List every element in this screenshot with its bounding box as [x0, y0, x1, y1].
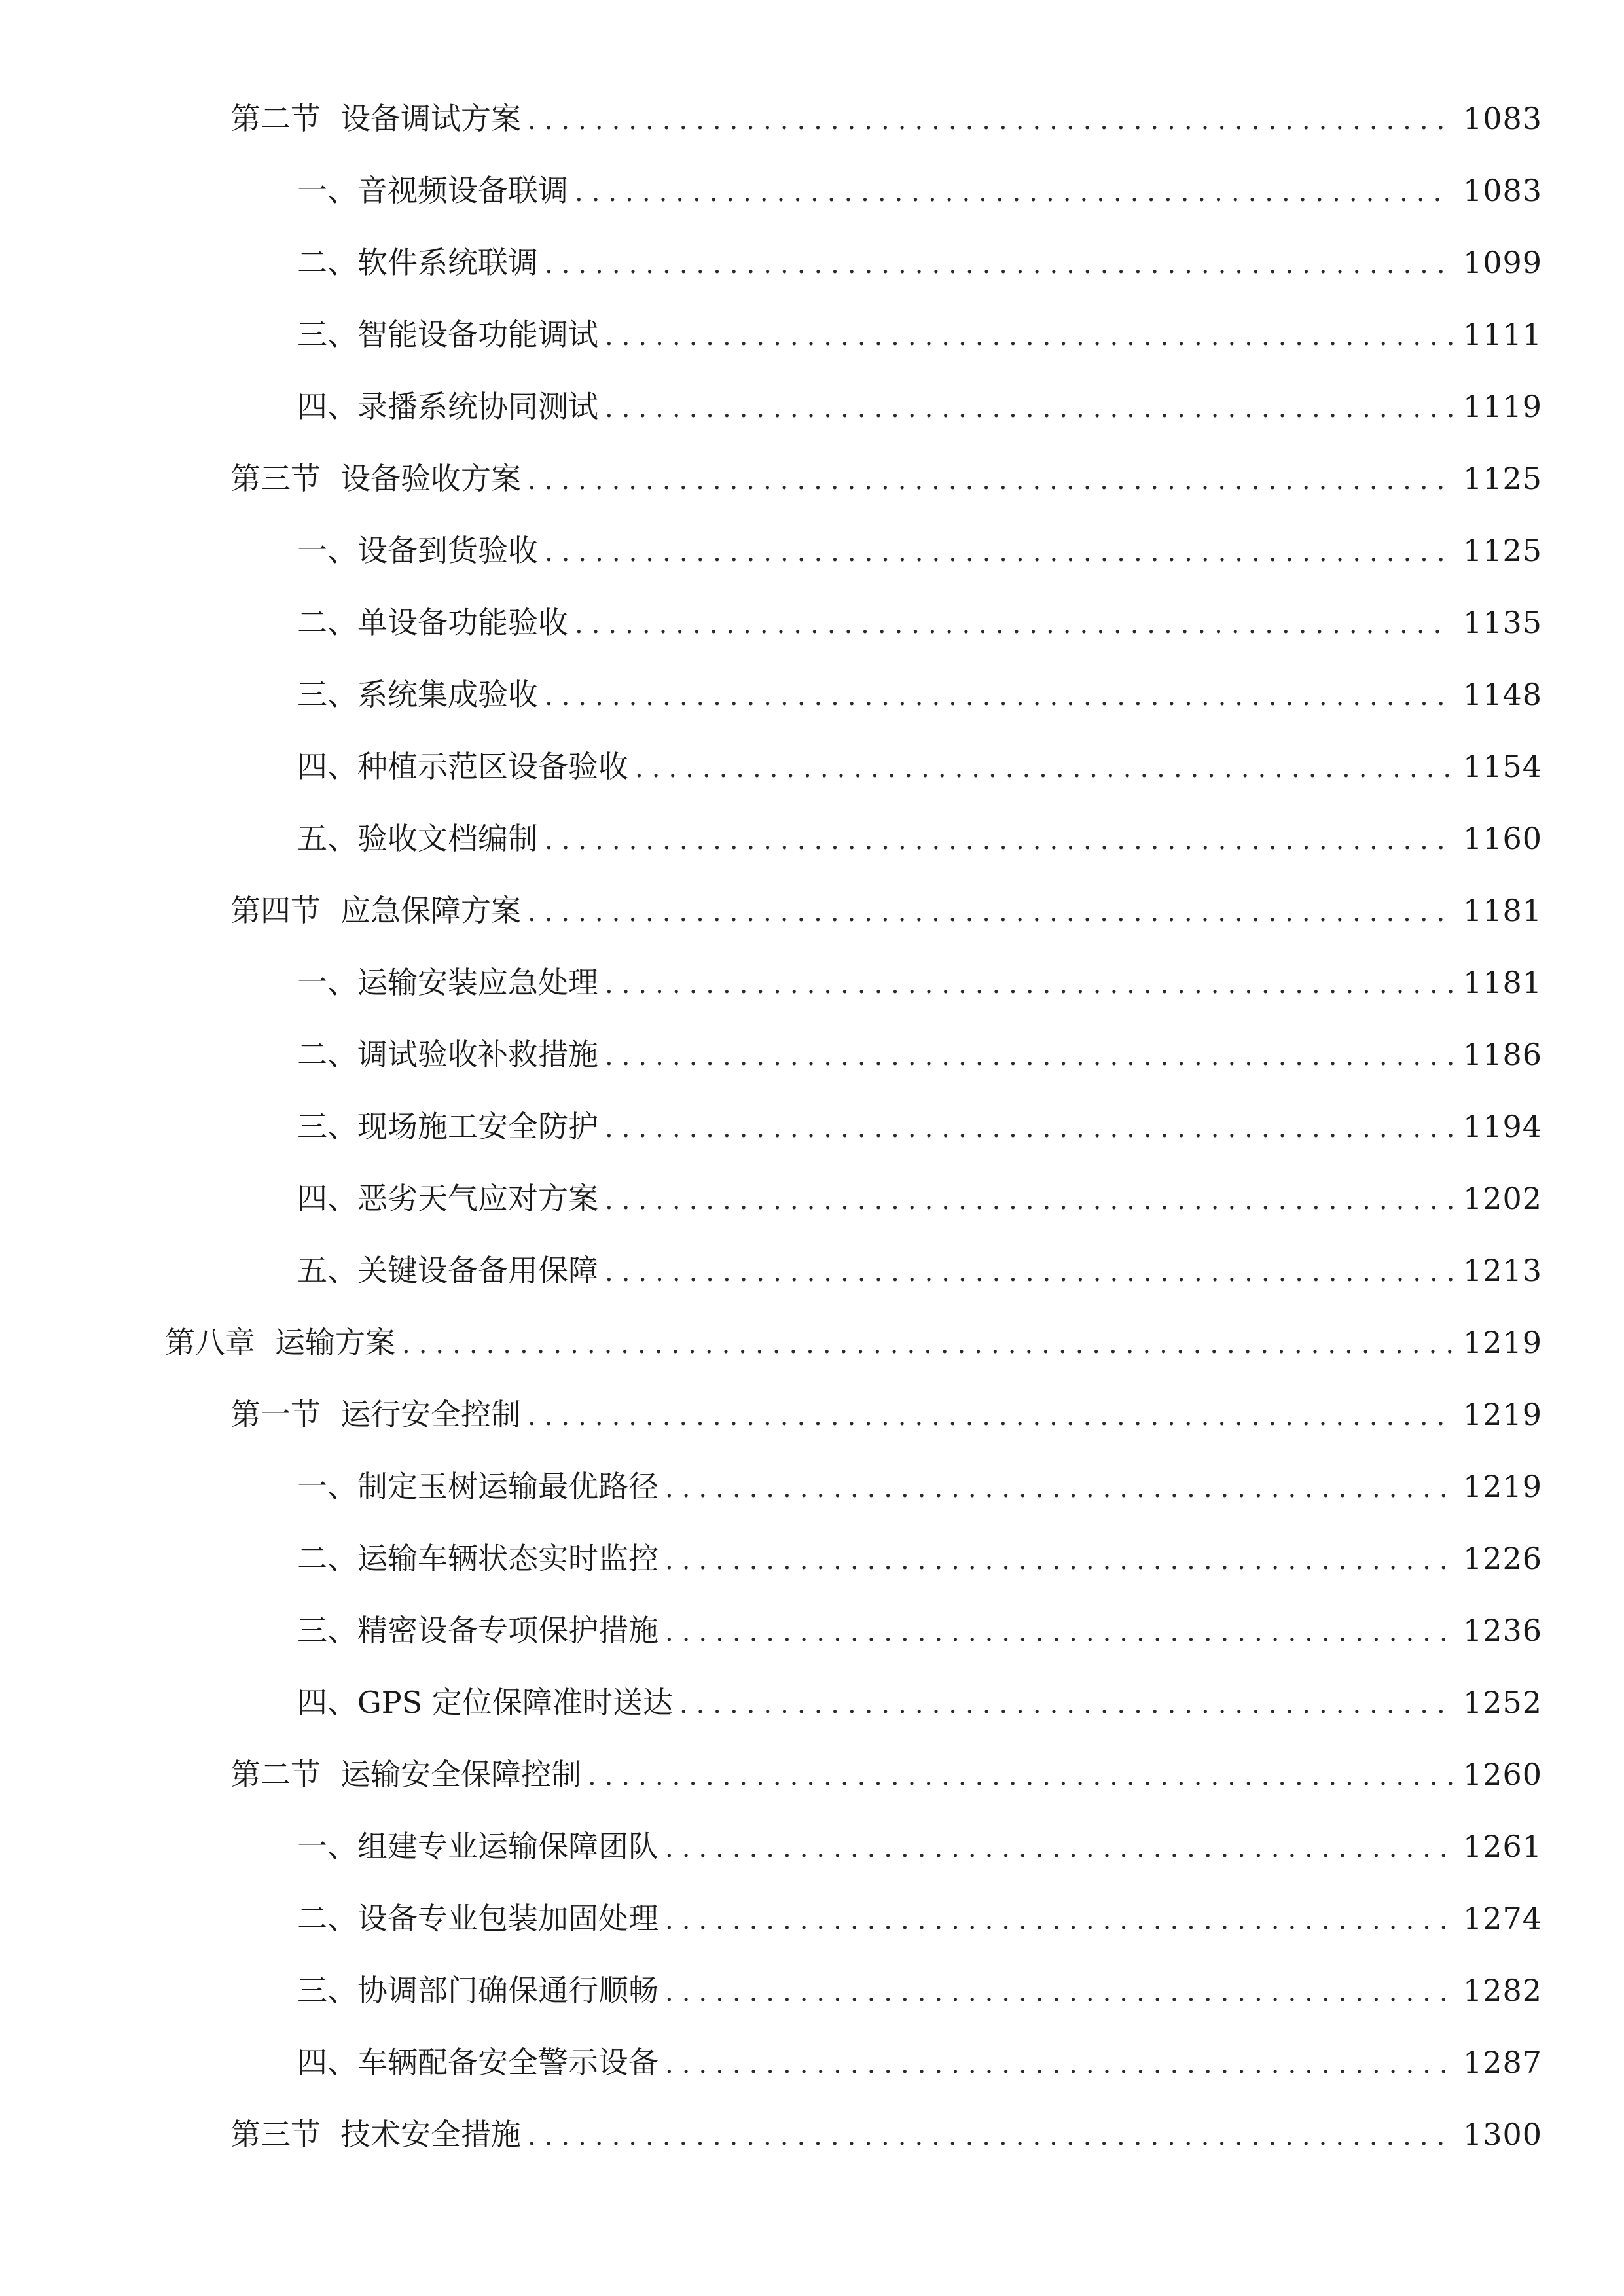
entry-page-number: 1287	[1463, 2045, 1543, 2080]
entry-title: 运输安装应急处理	[357, 965, 598, 1000]
entry-number: 一、	[297, 173, 357, 208]
toc-entry[interactable]	[297, 240, 1543, 285]
entry-number: 第八章	[165, 1325, 255, 1360]
toc-entry[interactable]	[297, 744, 1543, 789]
entry-page-number: 1119	[1463, 389, 1543, 424]
entry-page-number: 1226	[1463, 1541, 1543, 1576]
toc-entry[interactable]	[230, 456, 1543, 501]
dot-leader	[528, 889, 1453, 935]
entry-page-number: 1252	[1463, 1685, 1543, 1720]
dot-leader	[605, 1249, 1453, 1295]
entry-title: 技术安全措施	[340, 2117, 521, 2152]
entry-page-number: 1282	[1463, 1973, 1543, 2008]
entry-title: 精密设备专项保护措施	[357, 1613, 659, 1648]
entry-page-number: 1125	[1463, 461, 1543, 496]
entry-number: 二、	[297, 1037, 357, 1072]
entry-title: 种植示范区设备验收	[357, 749, 628, 784]
entry-title: 设备到货验收	[357, 533, 538, 568]
entry-number: 一、	[297, 1829, 357, 1864]
entry-title: 调试验收补救措施	[357, 1037, 598, 1072]
entry-page-number: 1181	[1463, 965, 1543, 1000]
entry-title: 车辆配备安全警示设备	[357, 2045, 659, 2080]
entry-title: 制定玉树运输最优路径	[357, 1469, 659, 1504]
entry-title: 关键设备备用保障	[357, 1253, 598, 1288]
entry-number: 二、	[297, 1901, 357, 1936]
dot-leader	[605, 1177, 1453, 1223]
toc-entry[interactable]	[297, 168, 1543, 213]
entry-page-number: 1083	[1463, 101, 1543, 136]
dot-leader	[665, 2041, 1453, 2087]
entry-page-number: 1111	[1463, 317, 1543, 352]
entry-page-number: 1219	[1463, 1469, 1543, 1504]
dot-leader	[605, 314, 1453, 359]
entry-page-number: 1213	[1463, 1253, 1543, 1288]
dot-leader	[545, 817, 1453, 863]
entry-page-number: 1236	[1463, 1613, 1543, 1648]
entry-number: 第二节	[230, 101, 321, 136]
entry-number: 四、	[297, 1181, 357, 1216]
entry-title: 运输车辆状态实时监控	[357, 1541, 659, 1576]
entry-number: 一、	[297, 1469, 357, 1504]
entry-title: 运输方案	[275, 1325, 395, 1360]
entry-title: 单设备功能验收	[357, 605, 568, 640]
entry-number: 一、	[297, 965, 357, 1000]
dot-leader	[665, 1825, 1453, 1871]
toc-entry[interactable]	[297, 1031, 1543, 1077]
entry-number: 第四节	[230, 893, 321, 928]
dot-leader	[665, 1537, 1453, 1583]
entry-page-number: 1135	[1463, 605, 1543, 640]
toc-entry[interactable]	[297, 1823, 1543, 1869]
entry-page-number: 1274	[1463, 1901, 1543, 1936]
dot-leader	[605, 961, 1453, 1007]
toc-entry[interactable]	[230, 1391, 1543, 1437]
toc-entry[interactable]	[297, 816, 1543, 861]
dot-leader	[545, 242, 1453, 287]
toc-entry[interactable]	[230, 96, 1543, 141]
dot-leader	[605, 1033, 1453, 1079]
entry-page-number: 1083	[1463, 173, 1543, 208]
toc-entry[interactable]	[297, 960, 1543, 1005]
entry-number: 三、	[297, 1613, 357, 1648]
dot-leader	[575, 170, 1453, 215]
entry-title: 运行安全控制	[340, 1397, 521, 1432]
entry-number: 三、	[297, 1973, 357, 2008]
entry-number: 三、	[297, 677, 357, 712]
entry-number: 第一节	[230, 1397, 321, 1432]
entry-number: 三、	[297, 1109, 357, 1144]
entry-title: 软件系统联调	[357, 245, 538, 280]
entry-number: 第三节	[230, 461, 321, 496]
dot-leader	[528, 98, 1453, 143]
dot-leader	[575, 601, 1453, 647]
dot-leader	[402, 1321, 1453, 1367]
entry-number: 一、	[297, 533, 357, 568]
entry-number: 第二节	[230, 1757, 321, 1792]
toc-entry[interactable]	[297, 2039, 1543, 2085]
toc-entry[interactable]	[297, 1967, 1543, 2013]
dot-leader	[665, 1465, 1453, 1511]
entry-number: 三、	[297, 317, 357, 352]
toc-entry[interactable]	[230, 888, 1543, 933]
entry-title: 设备验收方案	[340, 461, 521, 496]
entry-title: 设备调试方案	[340, 101, 521, 136]
toc-entry[interactable]	[297, 1103, 1543, 1149]
entry-page-number: 1219	[1463, 1397, 1543, 1432]
toc-entry[interactable]	[297, 384, 1543, 429]
entry-title: 音视频设备联调	[357, 173, 568, 208]
entry-title: 组建专业运输保障团队	[357, 1829, 659, 1864]
entry-number: 五、	[297, 821, 357, 856]
toc-entry[interactable]	[297, 1247, 1543, 1293]
entry-title: 设备专业包装加固处理	[357, 1901, 659, 1936]
entry-number: 二、	[297, 1541, 357, 1576]
entry-page-number: 1125	[1463, 533, 1543, 568]
entry-number: 四、	[297, 1685, 357, 1720]
dot-leader	[588, 1753, 1453, 1799]
toc-entry[interactable]	[297, 1535, 1543, 1581]
dot-leader	[605, 1105, 1453, 1151]
entry-page-number: 1300	[1463, 2117, 1543, 2152]
entry-page-number: 1261	[1463, 1829, 1543, 1864]
entry-title: 现场施工安全防护	[357, 1109, 598, 1144]
entry-page-number: 1194	[1463, 1109, 1543, 1144]
toc-entry[interactable]	[297, 312, 1543, 357]
entry-page-number: 1186	[1463, 1037, 1543, 1072]
entry-title: 系统集成验收	[357, 677, 538, 712]
entry-page-number: 1260	[1463, 1757, 1543, 1792]
dot-leader	[635, 745, 1453, 791]
toc-entry[interactable]	[230, 1751, 1543, 1797]
toc-entry[interactable]	[297, 1175, 1543, 1221]
entry-number: 第三节	[230, 2117, 321, 2152]
toc-entry[interactable]	[165, 1319, 1543, 1365]
entry-title: 协调部门确保通行顺畅	[357, 1973, 659, 2008]
entry-title: 录播系统协同测试	[357, 389, 598, 424]
toc-entry[interactable]	[297, 1895, 1543, 1941]
entry-title: 应急保障方案	[340, 893, 521, 928]
entry-page-number: 1160	[1463, 821, 1543, 856]
entry-page-number: 1202	[1463, 1181, 1543, 1216]
entry-number: 四、	[297, 389, 357, 424]
dot-leader	[528, 2113, 1453, 2159]
dot-leader	[665, 1897, 1453, 1943]
entry-page-number: 1219	[1463, 1325, 1543, 1360]
toc-entry[interactable]	[297, 1463, 1543, 1509]
entry-title: GPS 定位保障准时送达	[357, 1685, 673, 1720]
entry-page-number: 1154	[1463, 749, 1543, 784]
toc-entry[interactable]	[297, 1679, 1543, 1725]
toc-entry[interactable]	[230, 2111, 1543, 2157]
dot-leader	[665, 1969, 1453, 2015]
entry-number: 四、	[297, 749, 357, 784]
entry-number: 四、	[297, 2045, 357, 2080]
toc-entry[interactable]	[297, 672, 1543, 717]
entry-page-number: 1181	[1463, 893, 1543, 928]
dot-leader	[528, 1393, 1453, 1439]
entry-page-number: 1099	[1463, 245, 1543, 280]
toc-entry[interactable]	[297, 528, 1543, 573]
toc-entry[interactable]	[297, 1607, 1543, 1653]
dot-leader	[679, 1681, 1453, 1727]
dot-leader	[605, 386, 1453, 431]
dot-leader	[528, 457, 1453, 503]
entry-title: 验收文档编制	[357, 821, 538, 856]
dot-leader	[665, 1609, 1453, 1655]
entry-number: 二、	[297, 605, 357, 640]
entry-page-number: 1148	[1463, 677, 1543, 712]
entry-title: 智能设备功能调试	[357, 317, 598, 352]
entry-title: 运输安全保障控制	[340, 1757, 581, 1792]
entry-title: 恶劣天气应对方案	[357, 1181, 598, 1216]
entry-number: 二、	[297, 245, 357, 280]
toc-entry[interactable]	[297, 600, 1543, 645]
dot-leader	[545, 529, 1453, 575]
dot-leader	[545, 673, 1453, 719]
entry-number: 五、	[297, 1253, 357, 1288]
